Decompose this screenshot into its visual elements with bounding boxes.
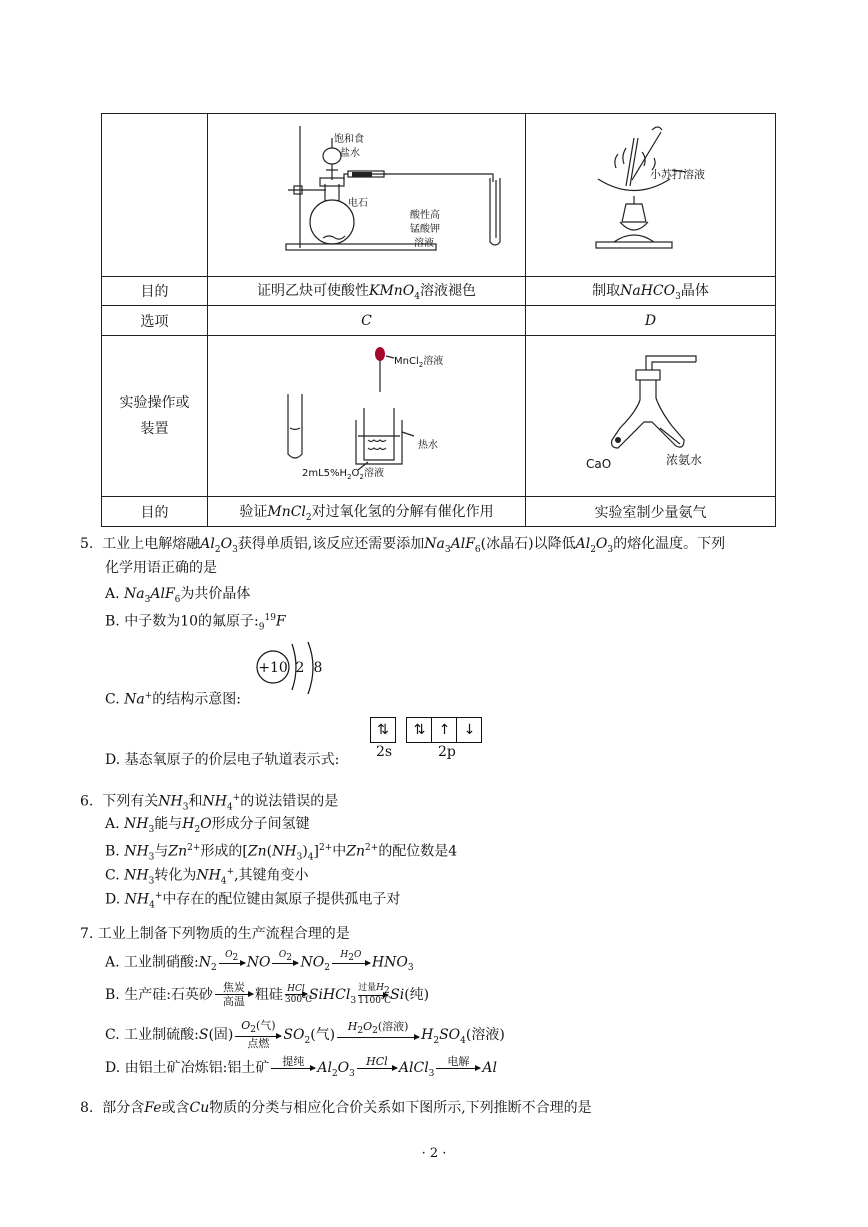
table-row — [102, 306, 776, 336]
label-kmno4-1: 酸性高 — [410, 210, 440, 221]
label-coke: 焦炭 — [222, 981, 245, 994]
na-ion-structure-diagram — [250, 636, 330, 700]
q8-stem: 8. 部分含Fe或含Cu物质的分类与相应化合价关系如下图所示,下列推断不合理的是 — [80, 1100, 592, 1116]
label-cao: CaO — [586, 457, 612, 471]
q5-stem: 5. 工业上电解熔融$Al_2O_3$获得单质铝,该反应还需要添加$Na_3AlF_6$(冰晶石)以降低$Al_2O_3$的熔化温度。下列 — [80, 536, 726, 555]
label-hot-water: 热水 — [418, 440, 438, 451]
label-mncl2: MnCl$_2$溶液 — [394, 356, 444, 369]
table-cell — [102, 114, 208, 277]
label-saltwater-2: 盐水 — [340, 148, 360, 159]
q7-option-d: D. 由铝土矿冶炼铝:铝土矿 提纯 $Al_2O_3$ HCl AlCl$_3$ 电解 Al — [105, 1055, 497, 1079]
orbital-2p-box-1: ⇅ — [406, 717, 432, 743]
label-crude-si: 粗硅 — [254, 987, 283, 1003]
q5-option-d: D. 基态氧原子的价层电子轨道表示式: — [105, 752, 340, 768]
table-row — [102, 336, 776, 497]
q7-option-b: B. 生产硅:石英砂 焦炭 高温 粗硅 HCl 300℃ SiHCl$_3$ 过量$H_2$ 1100℃ Si(纯) — [105, 981, 430, 1008]
orbital-2p-box-3: ↓ — [457, 717, 482, 743]
label-kmno4-2: 锰酸钾 — [410, 224, 440, 235]
apparatus-catalysis-figure — [208, 336, 526, 497]
q7-d-prefix: D. 由铝土矿冶炼铝:铝土矿 — [105, 1060, 270, 1076]
orbital-2p-box-2: ↑ — [432, 717, 457, 743]
apparatus-acetylene-figure — [208, 114, 526, 277]
label-purify: 提纯 — [282, 1055, 305, 1068]
label-conc-ammonia: 浓氨水 — [666, 453, 703, 467]
label-high-temp: 高温 — [222, 995, 245, 1008]
row-label-purpose: 目的 — [102, 277, 208, 306]
orbital-2s-box: ⇅ — [370, 717, 396, 743]
q5-option-a: A. $Na_3AlF_6$为共价晶体 — [105, 586, 251, 605]
label-saltwater-1: 饱和食 — [334, 134, 364, 145]
q6-option-b: B. $NH_3$与$Zn^{2+}$形成的$[Zn(NH_3)_4]^{2+}$中$Zn^{2+}$的配位数是4 — [105, 843, 458, 863]
purpose-b: 证明乙炔可使酸性KMnO$_4$溶液褪色 — [208, 277, 526, 306]
shell-1-electrons: 2 — [295, 660, 305, 676]
label-ignite: 点燃 — [247, 1037, 270, 1051]
page-number: · 2 · — [421, 1146, 447, 1161]
label-calcium-carbide: 电石 — [348, 198, 368, 209]
q5-stem-cont: 化学用语正确的是 — [105, 560, 217, 576]
apparatus-ammonia-figure — [526, 336, 776, 497]
nucleus-charge: +10 — [258, 660, 288, 676]
label-1100c: 1100℃ — [358, 996, 392, 1007]
row-label-purpose-2: 目的 — [102, 497, 208, 527]
purpose-d-top: 制取NaHCO$_3$晶体 — [526, 277, 776, 306]
label-2p: 2p — [438, 744, 456, 760]
q6-option-a: A. $NH_3$能与$H_2O$形成分子间氢键 — [105, 816, 310, 835]
label-h2o2: $2mL5\%H_2O_2$溶液 — [302, 468, 384, 481]
experiment-table — [101, 113, 776, 527]
q6-stem: 6. 下列有关$NH_3$和$NH_4^+$的说法错误的是 — [80, 793, 339, 813]
q7-a-prefix: A. 工业制硝酸: — [105, 954, 199, 971]
q5-option-b: B. 中子数为10的氟原子$:_9^{19}F$ — [105, 613, 286, 633]
q7-option-a: A. 工业制硝酸$:N_2$ $O_2$ NO $O_2$ $NO_2$ $H_2O$ $HNO_3$ — [105, 950, 414, 974]
orbital-diagram — [370, 717, 482, 743]
label-pure: (纯) — [404, 987, 430, 1003]
row-label-apparatus: 实验操作或 装置 — [102, 336, 208, 497]
purpose-d: 实验室制少量氨气 — [526, 497, 776, 527]
table-row — [102, 497, 776, 527]
option-c: C — [208, 306, 526, 336]
row-label-option: 选项 — [102, 306, 208, 336]
q5-option-c: C. Na+的结构示意图: — [105, 691, 241, 708]
table-row — [102, 114, 776, 277]
q7-c-prefix: C. 工业制硫酸: — [105, 1027, 199, 1044]
q7-option-c: C. 工业制硫酸:S(固) $O_2$(气) 点燃 $SO_2$(气) $H_2O_2$(溶液) $H_2SO_4$(溶液) — [105, 1019, 505, 1051]
option-d: D — [526, 306, 776, 336]
purpose-c: 验证MnCl$_2$对过氧化氢的分解有催化作用 — [208, 497, 526, 527]
table-row — [102, 277, 776, 306]
label-baking-soda: 小苏打溶液 — [650, 168, 705, 181]
label-2s: 2s — [376, 744, 393, 760]
apparatus-evaporation-figure — [526, 114, 776, 277]
shell-2-electrons: 8 — [313, 660, 323, 676]
q7-b-prefix: B. 生产硅:石英砂 — [105, 987, 213, 1003]
q7-stem: 7. 工业上制备下列物质的生产流程合理的是 — [80, 926, 350, 942]
label-kmno4-3: 溶液 — [414, 238, 434, 249]
q6-option-c: C. $NH_3$转化为$NH_4^+$,其键角变小 — [105, 867, 309, 887]
label-300c: 300℃ — [284, 995, 313, 1005]
q6-option-d: D. $NH_4^+$中存在的配位键由氮原子提供孤电子对 — [105, 891, 401, 911]
label-electrolysis: 电解 — [447, 1055, 470, 1068]
